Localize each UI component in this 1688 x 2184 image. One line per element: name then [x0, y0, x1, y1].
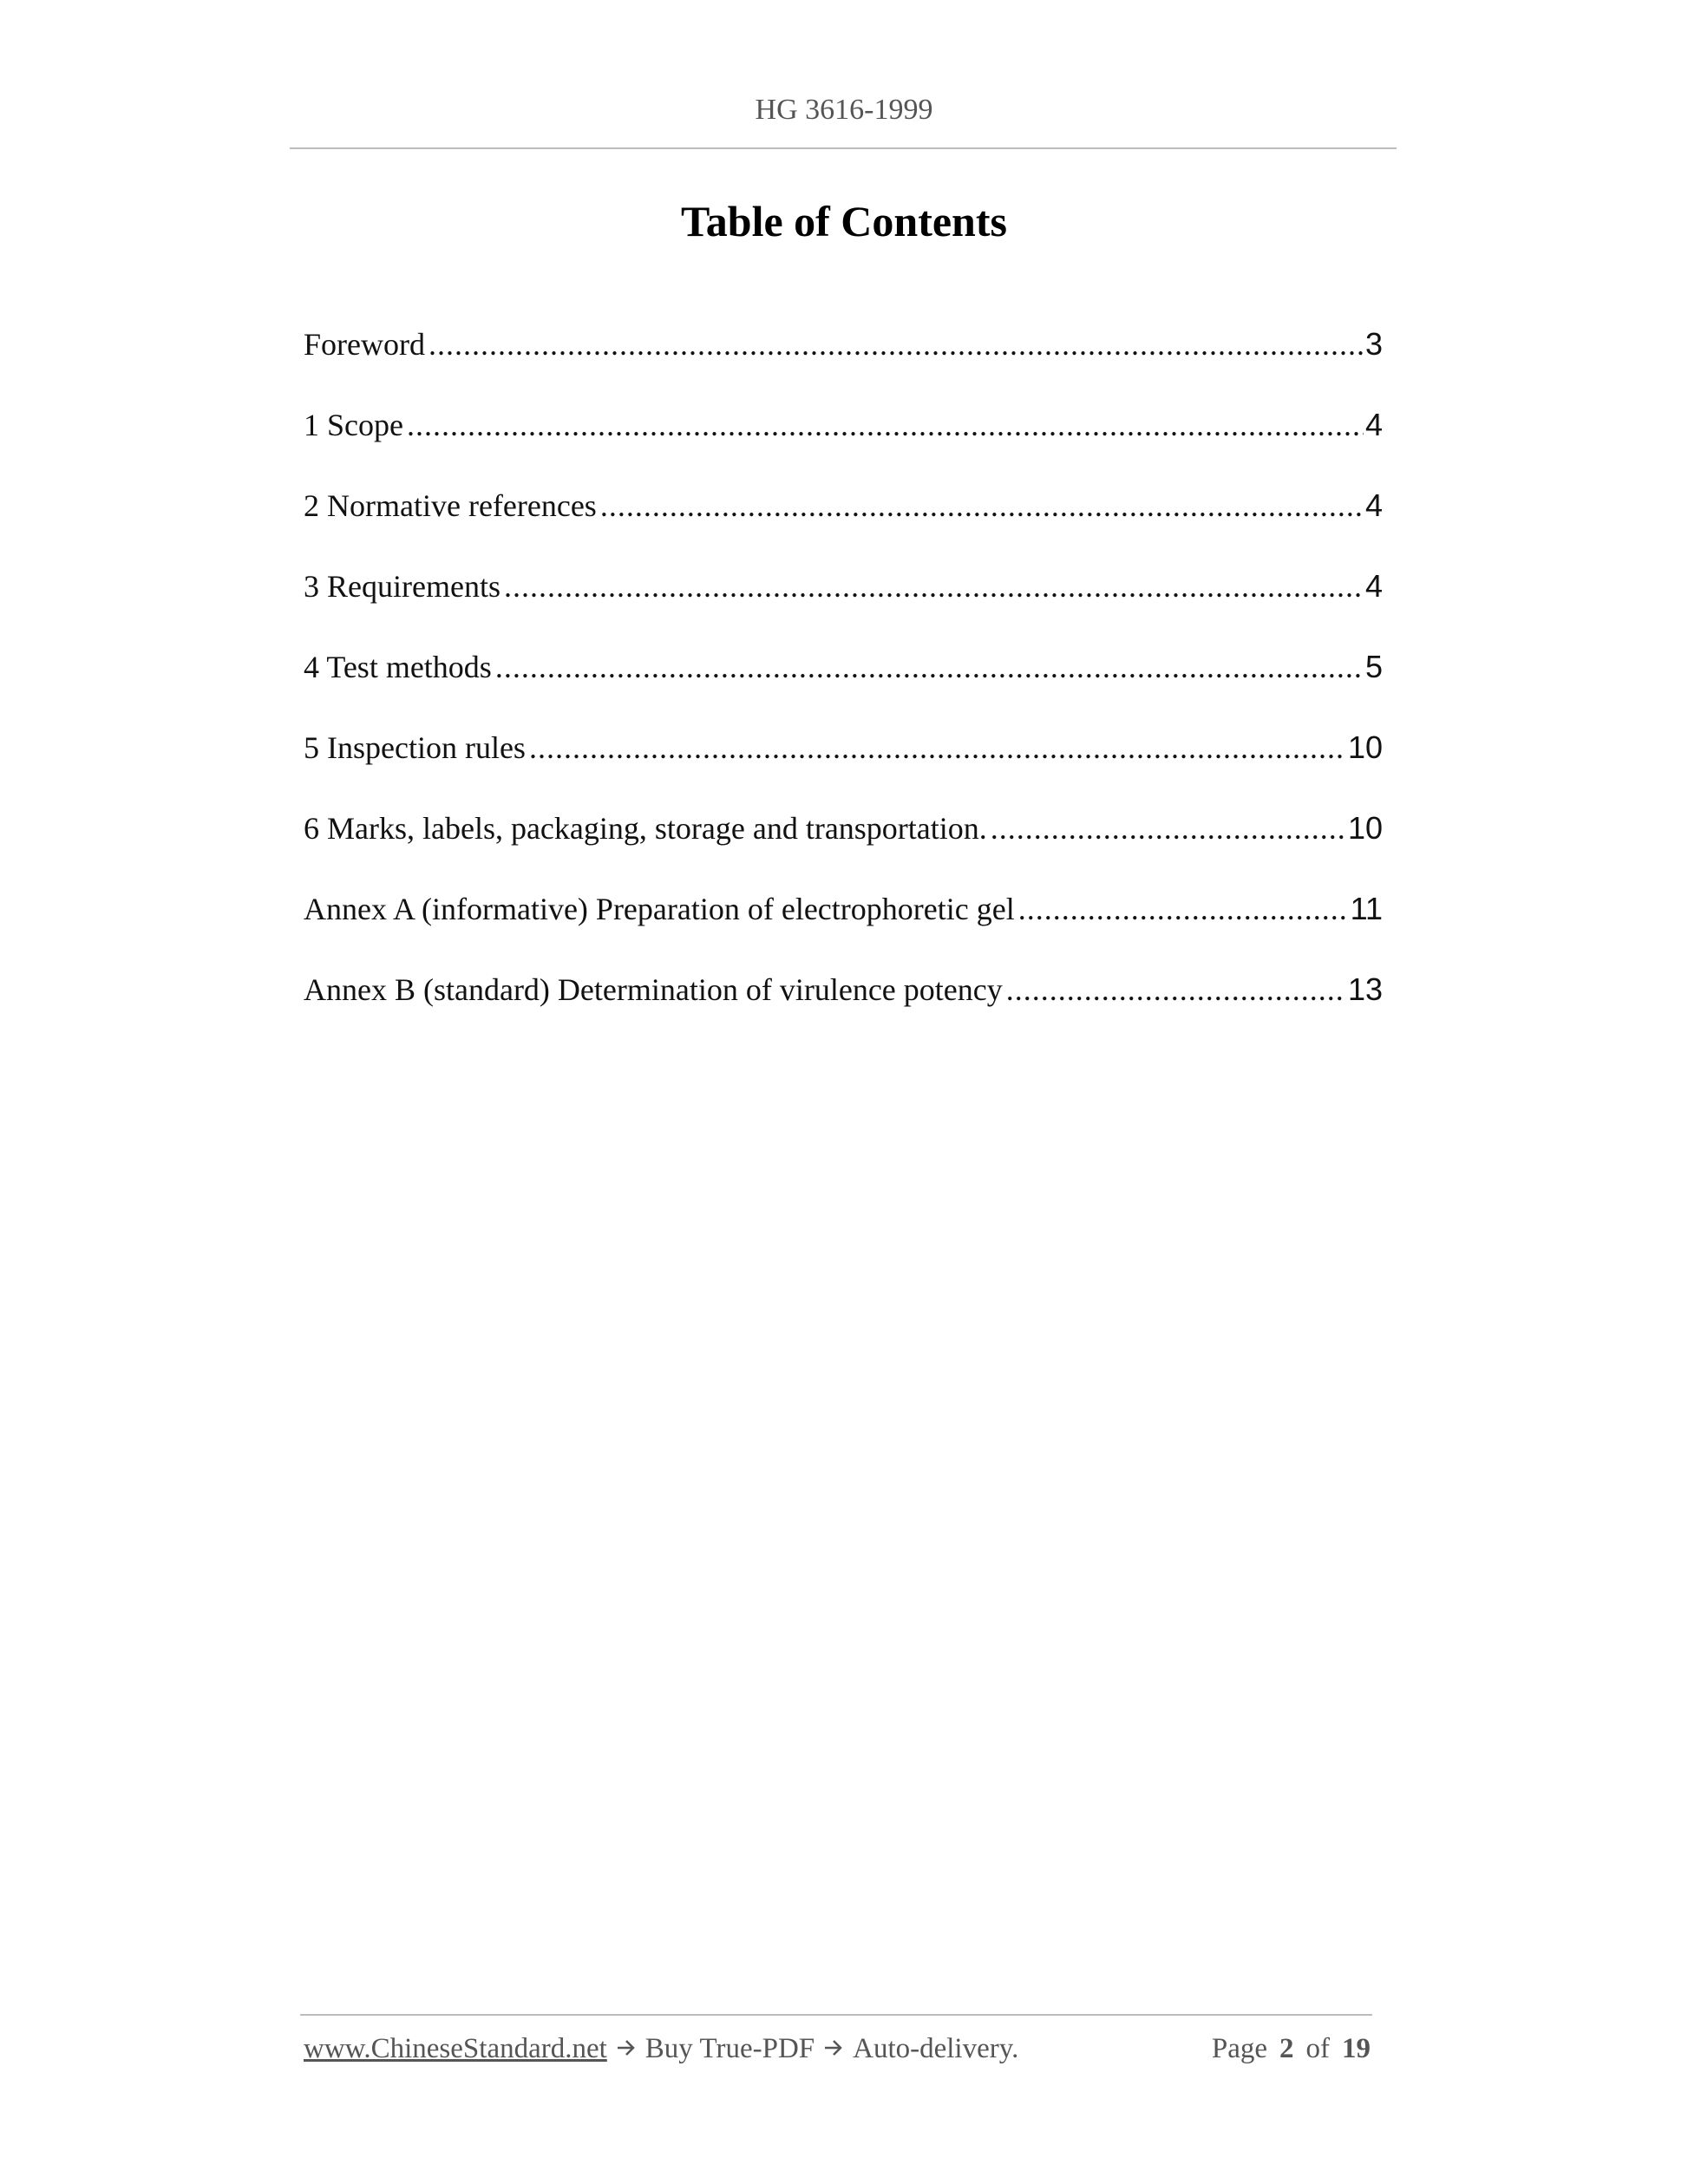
toc-title: Table of Contents	[681, 197, 1007, 245]
toc-dot-leader	[1018, 880, 1349, 938]
toc-dot-leader	[504, 558, 1364, 615]
current-page-number: 2	[1279, 2033, 1294, 2064]
page-indicator	[1212, 2033, 1371, 2065]
toc-entry-page: 13	[1347, 971, 1383, 1007]
toc-entry-scope[interactable]	[304, 396, 1383, 477]
toc-entry-page: 4	[1364, 568, 1383, 604]
right-arrow-icon	[823, 2038, 844, 2057]
total-pages-number: 19	[1342, 2033, 1371, 2064]
site-link[interactable]: www.ChineseStandard.net	[304, 2033, 607, 2064]
toc-dot-leader	[1006, 961, 1346, 1018]
buy-step-text: Buy True-PDF	[644, 2033, 815, 2064]
header-divider	[290, 147, 1397, 149]
toc-dot-leader	[991, 800, 1346, 857]
toc-dot-leader	[495, 638, 1364, 696]
of-word: of	[1305, 2033, 1330, 2064]
toc-entry-label: 4 Test methods	[304, 650, 492, 684]
toc-entry-annex-b[interactable]	[304, 961, 1383, 1042]
right-arrow-icon	[616, 2038, 637, 2057]
footer-divider	[300, 2014, 1372, 2016]
toc-entry-label: Annex A (informative) Preparation of electrophoretic gel	[304, 892, 1015, 926]
toc-entry-page: 4	[1364, 407, 1383, 442]
toc-entry-label: Annex B (standard) Determination of virulence potency	[304, 972, 1003, 1007]
toc-list	[304, 316, 1383, 1042]
footer-purchase-path	[304, 2033, 1018, 2065]
toc-entry-label: 3 Requirements	[304, 569, 501, 604]
delivery-step-text: Auto-delivery.	[853, 2033, 1019, 2064]
toc-entry-page: 10	[1347, 810, 1383, 846]
toc-dot-leader	[429, 316, 1364, 373]
toc-entry-page: 4	[1364, 487, 1383, 523]
toc-entry-label: Foreword	[304, 327, 425, 362]
toc-entry-label: 6 Marks, labels, packaging, storage and transportation.	[304, 811, 987, 846]
standard-code: HG 3616-1999	[755, 94, 933, 126]
toc-entry-marks-labels[interactable]	[304, 800, 1383, 880]
toc-entry-label: 1 Scope	[304, 408, 403, 442]
toc-entry-requirements[interactable]	[304, 558, 1383, 638]
toc-entry-annex-a[interactable]	[304, 880, 1383, 961]
page-footer	[304, 2033, 1371, 2065]
toc-entry-page: 5	[1364, 649, 1383, 684]
toc-dot-leader	[529, 719, 1346, 776]
toc-entry-page: 10	[1347, 729, 1383, 765]
toc-entry-test-methods[interactable]	[304, 638, 1383, 719]
toc-entry-foreword[interactable]	[304, 316, 1383, 396]
toc-dot-leader	[407, 396, 1364, 454]
toc-entry-label: 2 Normative references	[304, 488, 597, 523]
toc-entry-inspection-rules[interactable]	[304, 719, 1383, 800]
toc-entry-page: 11	[1350, 891, 1383, 926]
toc-entry-page: 3	[1364, 326, 1383, 362]
toc-entry-label: 5 Inspection rules	[304, 730, 526, 765]
toc-dot-leader	[600, 477, 1364, 534]
toc-entry-normative-references[interactable]	[304, 477, 1383, 558]
page-word: Page	[1211, 2033, 1267, 2064]
